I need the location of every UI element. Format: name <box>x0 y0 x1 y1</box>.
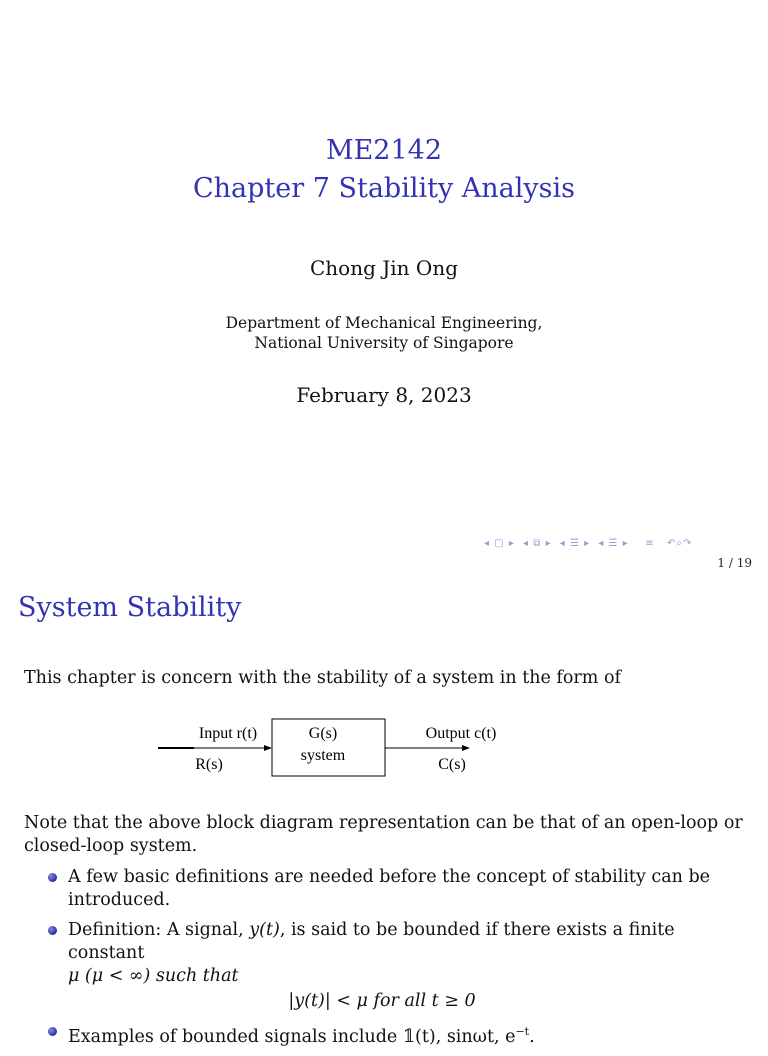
chapter-title: Chapter 7 Stability Analysis <box>192 173 576 204</box>
university: National University of Singapore <box>254 334 514 352</box>
bullet-icon <box>48 873 57 882</box>
bullet-list <box>46 866 756 1056</box>
mu-condition: μ (μ < ∞) such that <box>68 966 239 986</box>
block-system-label: system <box>300 747 346 764</box>
intro-text: This chapter is concern with the stability of a system in the form of <box>24 668 621 688</box>
beamer-navigation <box>484 538 696 549</box>
department: Department of Mechanical Engineering, <box>225 314 543 332</box>
nav-search-icon[interactable]: ↶⌕↷ <box>662 538 693 549</box>
page-number: 1 / 19 <box>717 556 752 570</box>
block-transfer-label: G(s) <box>308 725 338 742</box>
output-label: Output c(t) <box>425 725 497 742</box>
slide-title-block <box>0 132 768 208</box>
nav-prev-slide-icon[interactable]: ◂ ☰ ▸ <box>598 538 629 549</box>
definition-mid: , is said to be bounded if there exists a finite constant <box>68 920 675 963</box>
input-laplace-label: R(s) <box>195 756 223 773</box>
course-code: ME2142 <box>325 135 443 166</box>
input-label: Input r(t) <box>198 725 258 742</box>
signal-variable: y(t) <box>249 920 280 940</box>
definition-prefix: Definition: A signal, <box>68 920 244 940</box>
examples-text: Examples of bounded signals include 𝟙(t), sinωt, e <box>68 1026 516 1047</box>
nav-prev-subsection-icon[interactable]: ◂ ⧉ ▸ <box>523 538 552 549</box>
input-arrowhead <box>264 745 272 751</box>
output-laplace-label: C(s) <box>438 756 466 773</box>
block-diagram <box>150 716 520 786</box>
author: Chong Jin Ong <box>310 256 458 280</box>
list-item <box>46 919 756 1013</box>
institution <box>0 313 768 353</box>
nav-prev-frame-icon[interactable]: ◂ ▢ ▸ <box>484 538 515 549</box>
output-arrowhead <box>462 745 470 751</box>
list-item <box>46 1020 756 1049</box>
nav-align-icon[interactable]: ≡ <box>636 538 655 549</box>
examples-end: . <box>529 1026 535 1047</box>
slide-heading: System Stability <box>18 592 242 623</box>
bounded-formula: |y(t)| < μ for all t ≥ 0 <box>288 991 476 1011</box>
bullet-icon <box>48 926 57 935</box>
note-text: Note that the above block diagram representation can be that of an open-loop or closed-loop system. <box>24 813 743 856</box>
exponent: −t <box>515 1025 530 1038</box>
date: February 8, 2023 <box>296 383 472 407</box>
bullet-text: A few basic definitions are needed before the concept of stability can be introduced. <box>68 867 711 910</box>
content-slide <box>0 576 768 1047</box>
nav-prev-section-icon[interactable]: ◂ ☰ ▸ <box>559 538 591 549</box>
bullet-icon <box>48 1027 57 1036</box>
list-item <box>46 866 756 912</box>
